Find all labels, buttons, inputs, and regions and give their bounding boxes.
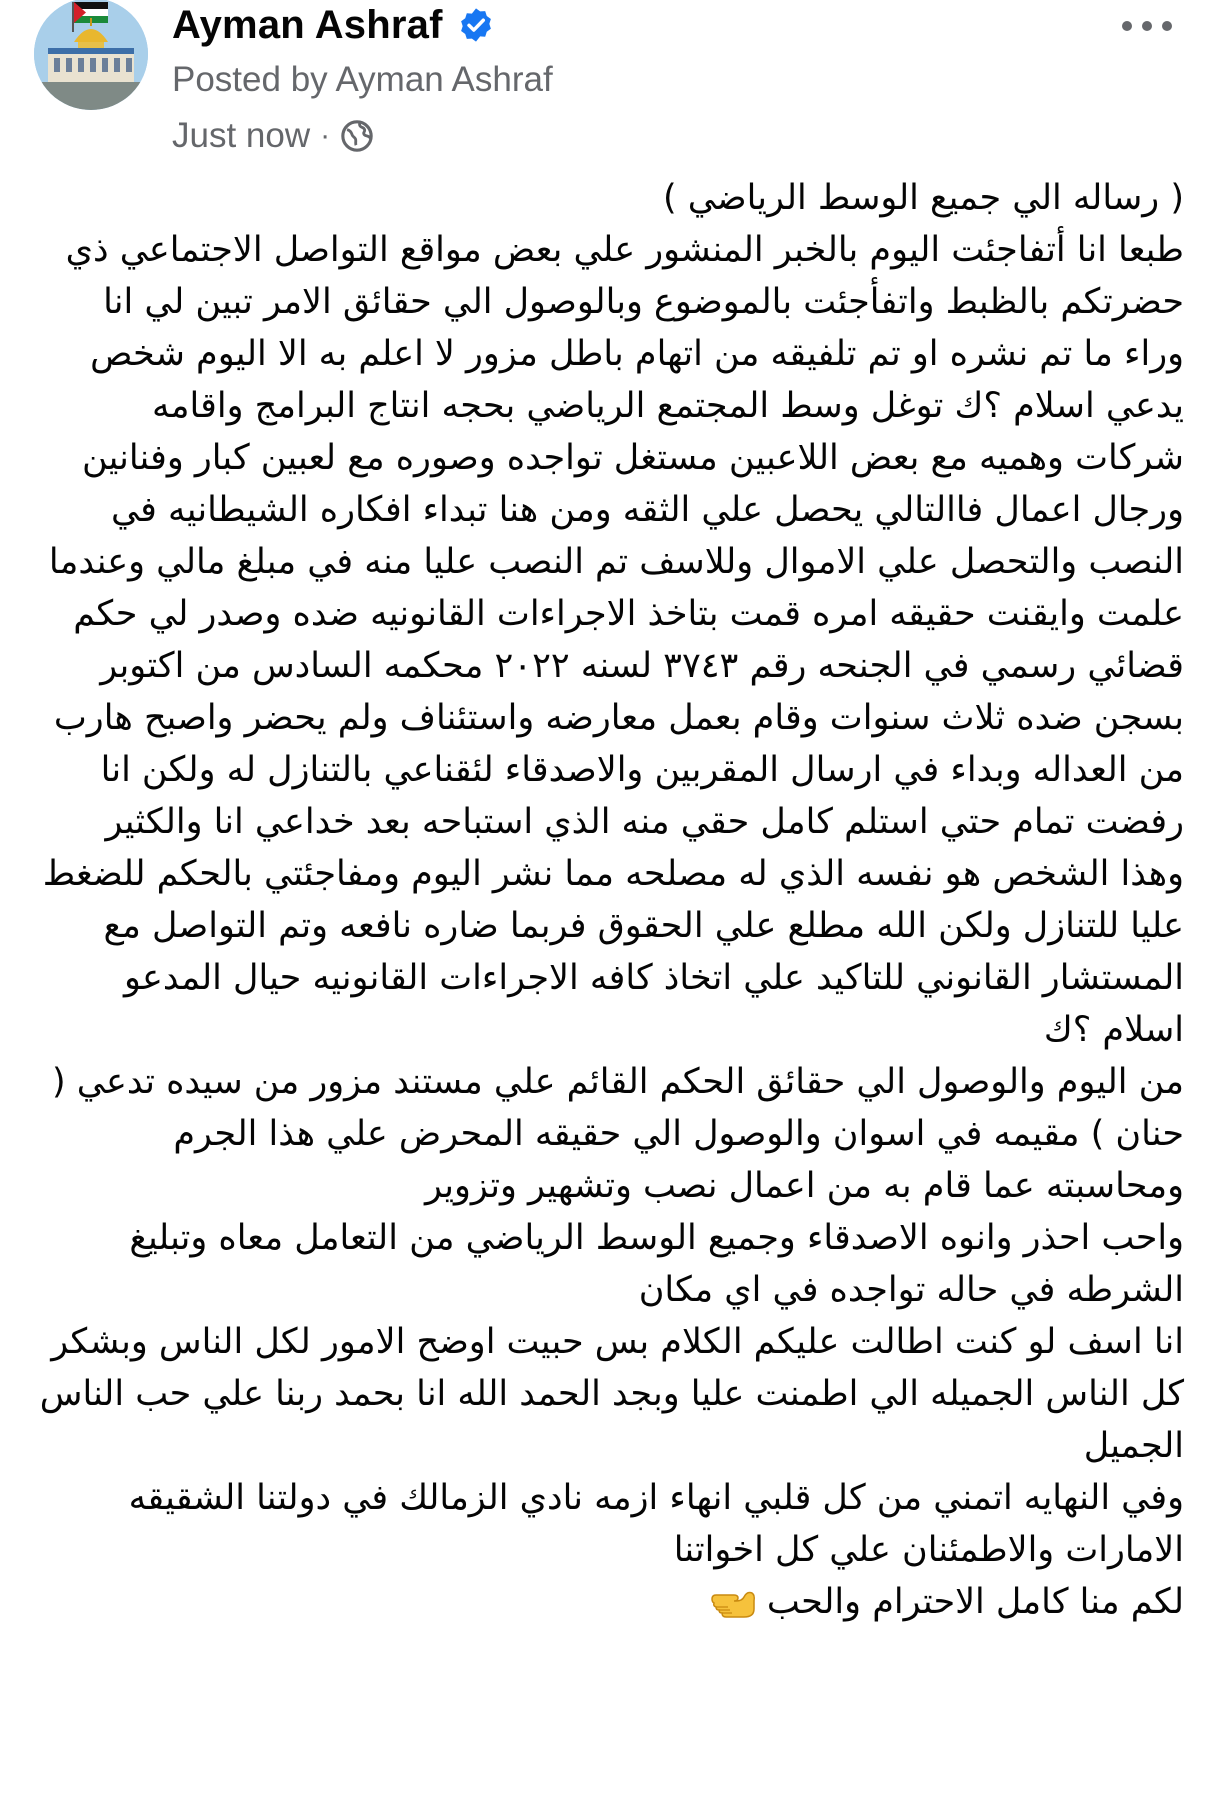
globe-icon[interactable] bbox=[340, 119, 374, 153]
post-paragraph: طبعا انا أتفاجئت اليوم بالخبر المنشور علي بعض مواقع التواصل الاجتماعي ذي حضرتكم بالظبط واتفأجئت بالموضوع وبالوصول الي حقائق الامر تبين لي انا وراء ما تم نشره او تم تلفيقه من اتهام باطل مزور لا اعلم به الا اليوم شخص يدعي اسلام ؟ك توغل وسط المجتمع الرياضي بحجه انتاج البرامج واقامه شركات وهميه مع بعض اللاعبين مستغل تواجده وصوره مع لعبين كبار وفنانين ورجال اعمال فاالتالي يحصل علي الثقه ومن هنا تبداء افكاره الشيطانيه في النصب والتحصل علي الاموال وللاسف تم النصب عليا منه في مبلغ مالي وعندما علمت وايقنت حقيقه امره قمت بتاخذ الاجراءات القانونيه ضده وصدر لي حكم قضائي رسمي في الجنحه رقم ٣٧٤٣ لسنه ٢٠٢٢ محكمه السادس من اكتوبر بسجن ضده ثلاث سنوات وقام بعمل معارضه واستئناف ولم يحضر واصبح هارب من العداله وبداء في ارسال المقربين والاصدقاء لئقناعي بالتنازل له ولكن انا رفضت تمام حتي استلم كامل حقي منه الذي استباحه بعد خداعي انا والكثير وهذا الشخص هو نفسه الذي له مصلحه مما نشر اليوم ومفاجئتي بالحكم للضغط عليا للتنازل ولكن الله مطلع علي الحقوق فربما ضاره نافعه وتم التواصل مع المستشار القانوني للتاكيد علي اتخاذ كافه الاجراءات القانونيه حيال المدعو اسلام ؟ك bbox=[42, 230, 1184, 1050]
post-paragraph: وفي النهايه اتمني من كل قلبي انهاء ازمه نادي الزمالك في دولتنا الشقيقه الامارات والاطمئنان علي كل اخواتنا bbox=[128, 1478, 1184, 1570]
post-paragraph: من اليوم والوصول الي حقائق الحكم القائم علي مستند مزور من سيده تدعي ( حنان ) مقيمه في اسوان والوصول الي حقيقه المحرض علي هذا الجرم ومحاسبته عما قام به من اعمال نصب وتشهير وتزوير bbox=[52, 1062, 1184, 1206]
post-header bbox=[34, 0, 1184, 170]
post-closing-text: لكم منا كامل الاحترام والحب bbox=[766, 1582, 1184, 1622]
post-paragraph-title: ( رساله الي جميع الوسط الرياضي ) bbox=[662, 178, 1184, 218]
author-name[interactable]: Ayman Ashraf bbox=[172, 2, 443, 47]
post-paragraph: واحب احذر وانوه الاصدقاء وجميع الوسط الرياضي من التعامل معاه وتبليغ الشرطه في حاله تواجده في اي مكان bbox=[129, 1218, 1184, 1310]
post-text bbox=[34, 172, 1184, 1628]
author-line bbox=[172, 2, 495, 48]
avatar-image bbox=[34, 0, 148, 110]
author-avatar[interactable] bbox=[34, 0, 148, 110]
post-closing-line bbox=[34, 1576, 1184, 1628]
more-options-icon[interactable] bbox=[1122, 14, 1172, 38]
posted-by-line[interactable]: Posted by Ayman Ashraf bbox=[172, 60, 553, 99]
meta-separator: · bbox=[320, 119, 331, 152]
verified-badge-icon bbox=[457, 6, 495, 44]
hand-pointing-left-emoji-icon bbox=[710, 1582, 756, 1616]
post-paragraph: انا اسف لو كنت اطالت عليكم الكلام بس حبيت اوضح الامور لكل الناس وبشكر كل الناس الجميله الي اطمنت عليا وبجد الحمد الله انا بحمد ربنا علي حب الناس الجميل bbox=[39, 1322, 1184, 1466]
timestamp[interactable]: Just now bbox=[172, 116, 311, 155]
post-meta bbox=[172, 116, 374, 156]
